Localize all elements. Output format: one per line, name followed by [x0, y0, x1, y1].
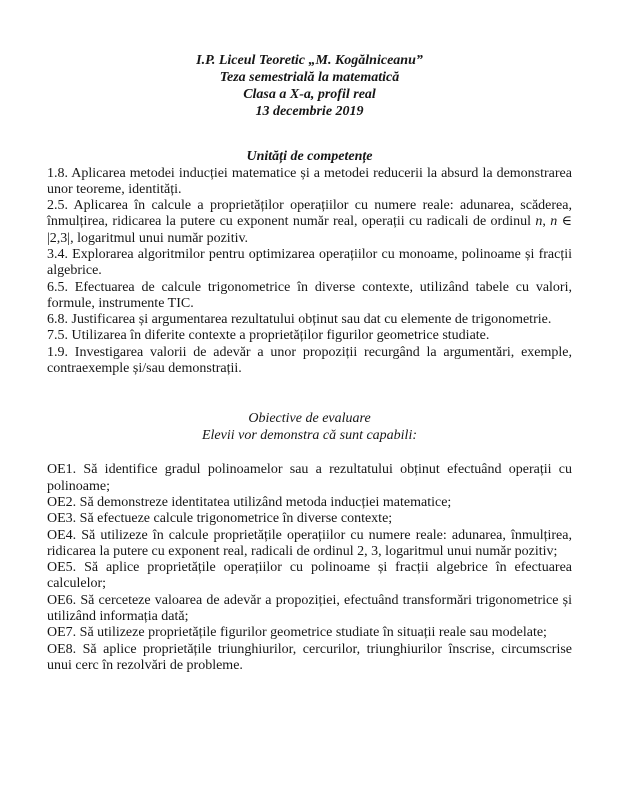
math-variable: n — [550, 214, 558, 230]
paragraph-text: OE6. Să cerceteze valoarea de adevăr a propoziției, efectuând transformări trigonometrice și utilizând informația dată; — [47, 592, 572, 625]
competenta-item — [47, 345, 572, 378]
obiective-header — [47, 410, 572, 444]
competenta-item — [47, 166, 572, 199]
paragraph-text: 2.5. Aplicarea în calcule a proprietăților operațiilor cu numere reale: adunarea, scăderea, înmulțirea, ridicarea la putere cu exponent număr real, operații cu radicali de ordinul — [47, 198, 572, 230]
competente-list — [47, 166, 572, 378]
paragraph-text: OE7. Să utilizeze proprietățile figurilor geometrice studiate în situații reale sau modelate; — [47, 625, 547, 641]
obiectiv-item — [47, 625, 572, 641]
competenta-item — [47, 312, 572, 328]
competenta-item — [47, 198, 572, 247]
test-title: Teza semestrială la matematică — [219, 70, 400, 85]
paragraph-text: 3.4. Explorarea algoritmilor pentru optimizarea operațiilor cu monoame, polinoame și fracții algebrice. — [47, 246, 572, 279]
paragraph-text: OE5. Să aplice proprietățile operațiilor cu polinoame și fracții algebrice în efectuarea calculelor; — [47, 560, 572, 592]
competenta-item — [47, 328, 572, 344]
obiective-heading: Obiective de evaluare — [248, 411, 371, 427]
paragraph-text: 6.8. Justificarea și argumentarea rezultatului obținut sau dat cu elemente de trigonometrie. — [47, 312, 552, 328]
obiectiv-item — [47, 642, 572, 675]
test-date: 13 decembrie 2019 — [255, 104, 364, 119]
paragraph-text: OE4. Să utilizeze în calcule proprietățile operațiilor cu numere reale: adunarea, înmulțirea, ridicarea la putere cu exponent real, radicali de ordinul 2, 3, logaritmul unui număr pozitiv; — [47, 527, 572, 559]
competenta-item — [47, 247, 572, 280]
document-header — [47, 52, 572, 120]
obiectiv-item — [47, 560, 572, 593]
obiectiv-item — [47, 495, 572, 511]
obiective-list — [47, 462, 572, 674]
paragraph-text: OE8. Să aplice proprietățile triunghiurilor, cercurilor, triunghiurilor înscrise, circumscrise unui cerc în rezolvări de probleme. — [47, 641, 572, 673]
class-profile: Clasa a X-a, profil real — [243, 87, 376, 102]
competenta-item — [47, 280, 572, 313]
obiective-subheading: Elevii vor demonstra că sunt capabili: — [201, 428, 418, 444]
paragraph-text: OE2. Să demonstreze identitatea utilizând metoda inducției matematice; — [47, 494, 452, 510]
paragraph-text: OE3. Să efectueze calcule trigonometrice în diverse contexte; — [47, 511, 393, 527]
paragraph-text: , — [542, 214, 551, 230]
paragraph-text: 7.5. Utilizarea în diferite contexte a proprietăților figurilor geometrice studiate. — [47, 328, 490, 344]
paragraph-text: OE1. Să identifice gradul polinoamelor sau a rezultatului obținut efectuând operații cu polinoame; — [47, 462, 572, 494]
paragraph-text: 1.9. Investigarea valorii de adevăr a unor propoziții recurgând la argumentări, exemple, contraexemple și/sau demonstrații. — [47, 344, 572, 377]
math-variable: n — [535, 214, 543, 230]
obiectiv-item — [47, 462, 572, 495]
obiectiv-item — [47, 593, 572, 626]
school-name: I.P. Liceul Teoretic „M. Kogălniceanu” — [196, 53, 423, 68]
competente-heading: Unități de competențe — [246, 149, 373, 164]
paragraph-text: 6.5. Efectuarea de calcule trigonometrice în diverse contexte, utilizând tabele cu valori, formule, instrumente TIC. — [47, 279, 572, 311]
paragraph-text: ∈ |2,3|, logaritmul unui număr pozitiv. — [47, 214, 572, 246]
obiectiv-item — [47, 511, 572, 527]
paragraph-text: 1.8. Aplicarea metodei inducției matematice și a metodei reducerii la absurd la demonstrarea unor teoreme, identități. — [47, 165, 572, 197]
obiectiv-item — [47, 528, 572, 561]
